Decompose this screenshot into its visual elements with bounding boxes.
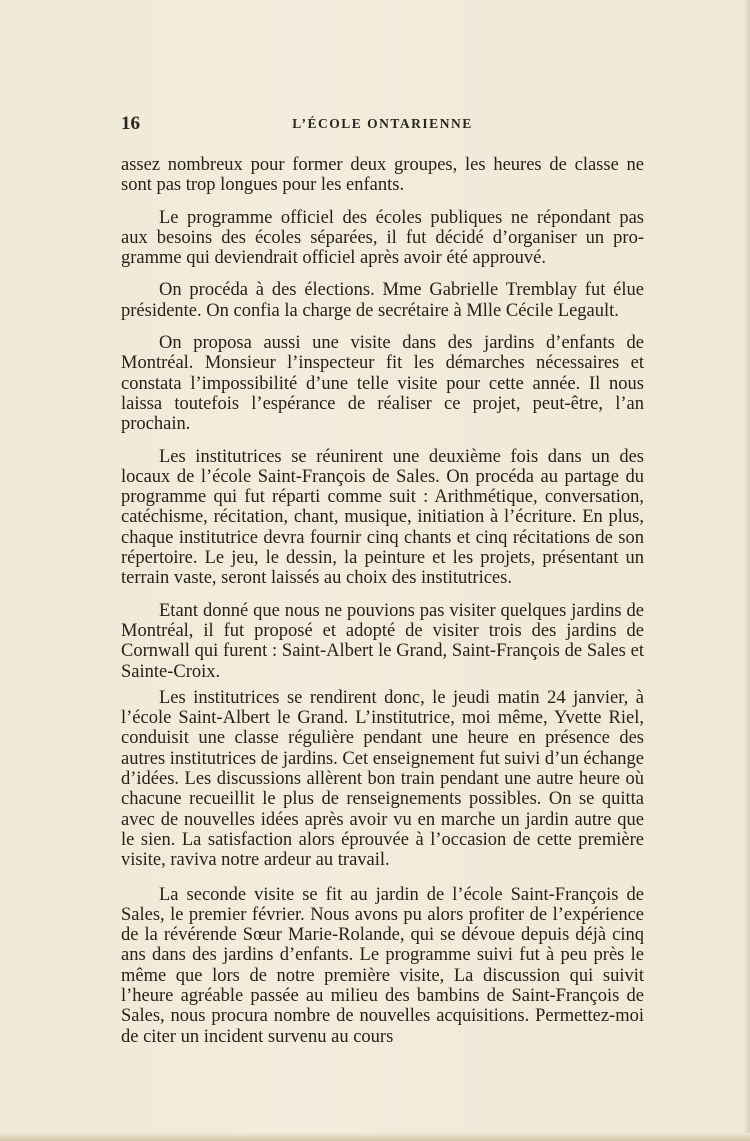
paragraph: Les institutrices se rendirent donc, le jeudi matin 24 janvier, à l’école Saint-Albert le Grand. L’institutrice, moi même, Yvette Riel, conduisit une classe régulière pendant une heure en présence des autres institutrices de jardins. Cet enseignement fut suivi d’un échange d’idées. Les discussions allèrent bon train pendant une autre heure où chacune recueillit le plus de renseignements possibles. On se quitta avec de nouvelles idées après avoir vu en marche un jardin autre que le sien. La satisfaction alors éprouvée à l’occasion de cette première visite, raviva notre ardeur au travail. (121, 687, 644, 871)
paragraph: Le programme officiel des écoles publiques ne répondant pas aux besoins des écoles séparées, il fut décidé d’organiser un programme qui deviendrait officiel après avoir été approuvé. (121, 207, 644, 269)
page-edge-shadow (744, 0, 750, 1141)
paragraph: On proposa aussi une visite dans des jardins d’enfants de Montréal. Monsieur l’inspecteur fit les démarches nécessaires et constata l’impossibilité d’une telle visite pour cette année. Il nous laissa toutefois l’espérance de réaliser ce projet, peut-être, l’an prochain. (121, 333, 644, 435)
page-header (121, 113, 644, 137)
body-text (121, 155, 644, 1047)
paragraph: Les institutrices se réunirent une deuxième fois dans un des locaux de l’école Saint-François de Sales. On procéda au partage du programme qui fut réparti comme suit : Arithmétique, conversation, catéchisme, récitation, chant, musique, initiation à l’écriture. En plus, chaque institutrice devra fournir cinq chants et cinq récitations de son répertoire. Le jeu, le dessin, la peinture et les projets, présentant un terrain vaste, seront laissés au choix des institutrices. (121, 446, 644, 589)
paragraph: La seconde visite se fit au jardin de l’école Saint-François de Sales, le premier février. Nous avons pu alors profiter de l’expérience de la révérende Sœur Marie-Rolande, qui se dévoue depuis déjà cinq ans dans des jardins d’enfants. Le programme suivi fut à peu près le même que lors de notre première visite, La discussion qui suivit l’heure agréable passée au milieu des bambins de Saint-François de Sales, nous procura nombre de nouvelles acquisitions. Permettez-moi de citer un incident survenu au cours (121, 884, 644, 1047)
running-head: L’ÉCOLE ONTARIENNE (292, 116, 473, 131)
paragraph-continued: assez nombreux pour former deux groupes, les heures de classe ne sont pas trop longues pour les enfants. (121, 155, 644, 196)
paragraph: Etant donné que nous ne pouvions pas visiter quelques jardins de Montréal, il fut proposé et adopté de visiter trois des jardins de Cornwall qui furent : Saint-Albert le Grand, Saint-François de Sales et Sainte-Croix. (121, 600, 644, 682)
paragraph: On procéda à des élections. Mme Gabrielle Tremblay fut élue présidente. On confia la charge de secrétaire à Mlle Cécile Legault. (121, 280, 644, 321)
page-number: 16 (121, 113, 140, 134)
page-bottom-edge (0, 1133, 750, 1141)
